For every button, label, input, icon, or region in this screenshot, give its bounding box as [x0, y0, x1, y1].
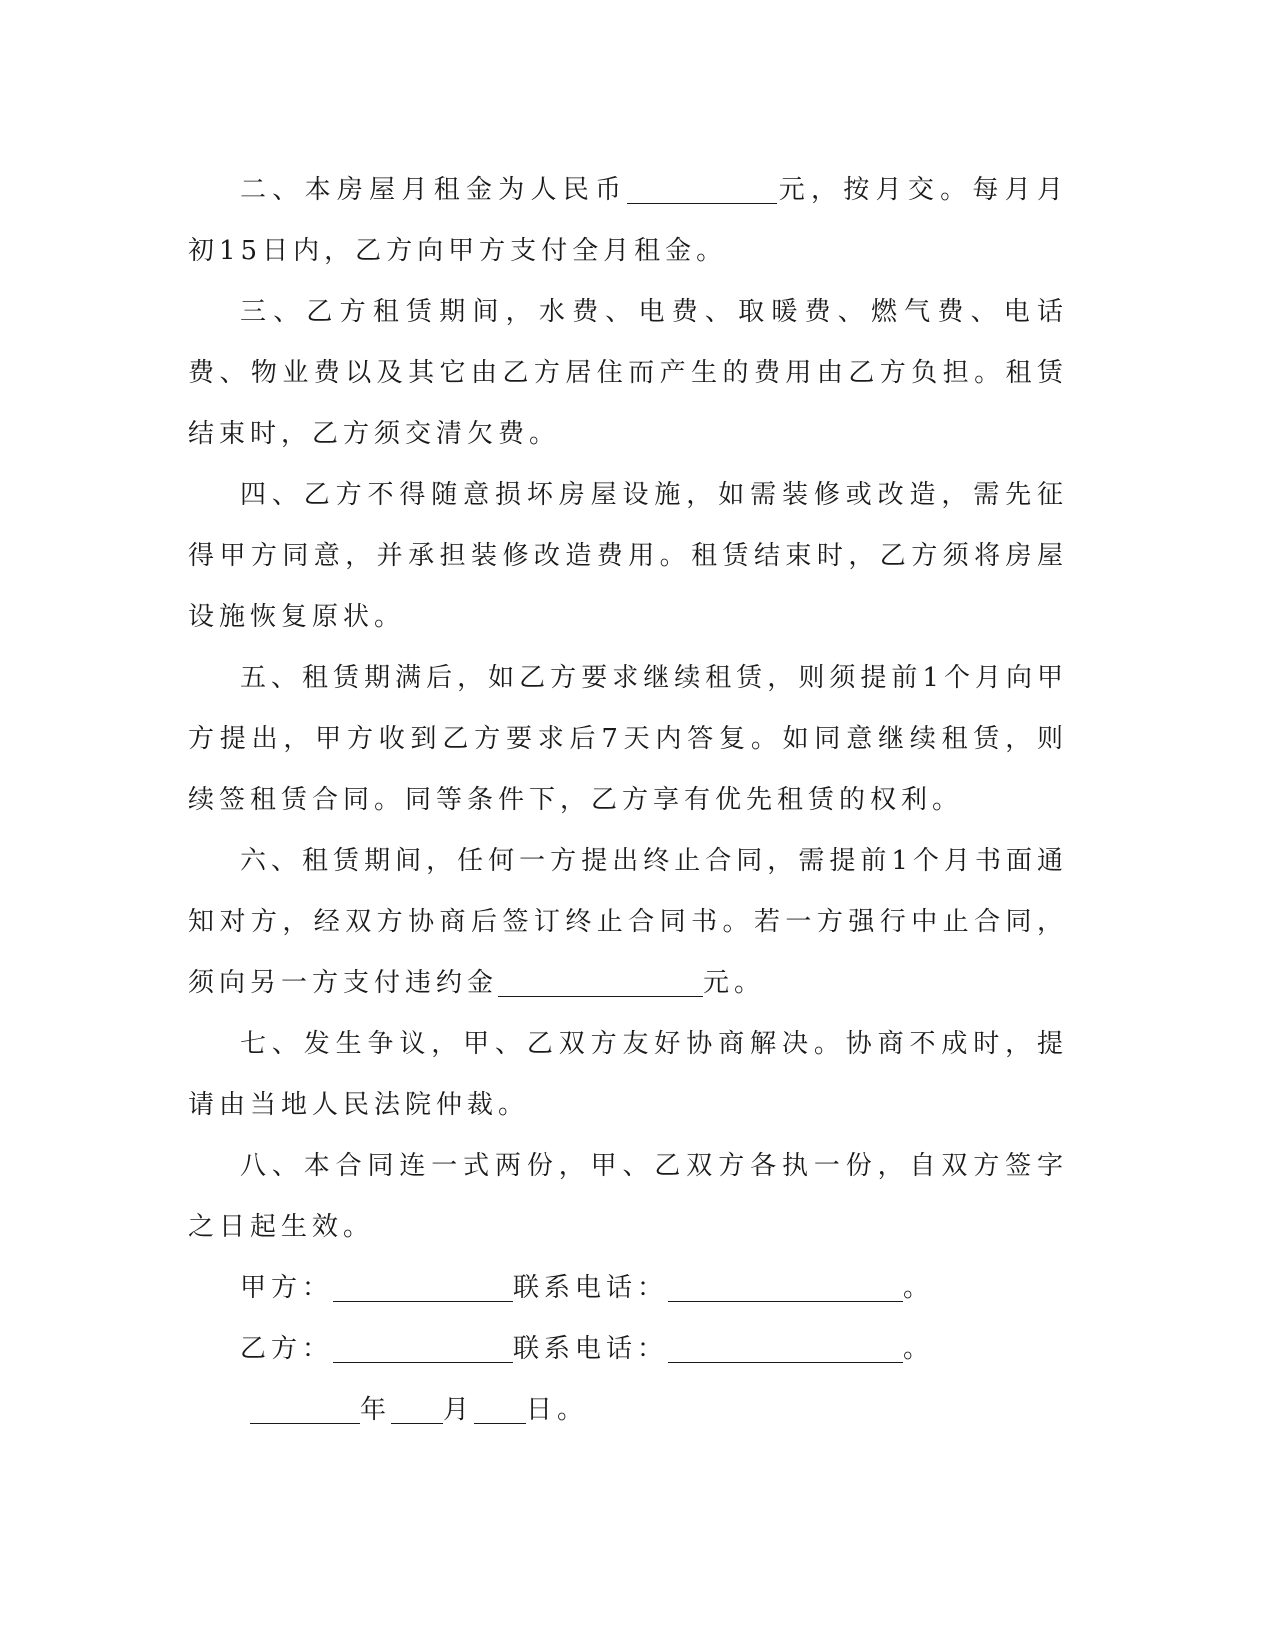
year-blank — [250, 1393, 360, 1424]
party-a-end-mark: 。 — [903, 1273, 935, 1303]
clause-rent-text-before: 二、本房屋月租金为人民币 — [240, 175, 628, 205]
month-blank — [391, 1393, 443, 1424]
clause-rent — [188, 160, 1068, 282]
clause-effective: 八、本合同连一式两份，甲、乙双方各执一份，自双方签字之日起生效。 — [188, 1151, 1068, 1242]
rent-amount-blank — [627, 173, 777, 204]
party-a-label: 甲方： — [240, 1273, 334, 1303]
clause-renewal: 五、租赁期满后，如乙方要求继续租赁，则须提前1个月向甲方提出，甲方收到乙方要求后7天内答复。如同意继续租赁，则续签租赁合同。同等条件下，乙方享有优先租赁的权利。 — [188, 663, 1068, 815]
clause-termination-text-before: 六、租赁期间，任何一方提出终止合同，需提前1个月书面通知对方，经双方协商后签订终止合同书。若一方强行中止合同，须向另一方支付违约金 — [188, 846, 1068, 998]
party-b-phone-blank — [668, 1332, 903, 1363]
clause-termination-text-after: 元。 — [703, 968, 766, 998]
party-b-name-blank — [333, 1332, 513, 1363]
clause-dispute: 七、发生争议，甲、乙双方友好协商解决。协商不成时，提请由当地人民法院仲裁。 — [188, 1029, 1068, 1120]
day-blank — [474, 1393, 526, 1424]
clause-fees: 三、乙方租赁期间，水费、电费、取暖费、燃气费、电话费、物业费以及其它由乙方居住而产生的费用由乙方负担。租赁结束时，乙方须交清欠费。 — [188, 297, 1068, 449]
signature-party-a — [188, 1258, 1068, 1319]
party-a-phone-label: 联系电话： — [513, 1273, 669, 1303]
party-a-phone-blank — [668, 1271, 903, 1302]
penalty-amount-blank — [498, 966, 703, 997]
party-b-phone-label: 联系电话： — [513, 1334, 669, 1364]
month-label: 月 — [443, 1395, 475, 1425]
signature-party-b — [188, 1319, 1068, 1380]
party-a-name-blank — [333, 1271, 513, 1302]
clause-facilities: 四、乙方不得随意损坏房屋设施，如需装修或改造，需先征得甲方同意，并承担装修改造费用。租赁结束时，乙方须将房屋设施恢复原状。 — [188, 480, 1068, 632]
clause-rent-text-after: 元，按月交。每月月初15日内，乙方向甲方支付全月租金。 — [188, 175, 1068, 266]
clause-termination — [188, 831, 1068, 1014]
contract-body — [188, 160, 1068, 1441]
party-b-label: 乙方： — [240, 1334, 334, 1364]
day-label: 日。 — [526, 1395, 589, 1425]
year-label: 年 — [360, 1395, 392, 1425]
signature-date — [188, 1380, 1068, 1441]
party-b-end-mark: 。 — [903, 1334, 935, 1364]
